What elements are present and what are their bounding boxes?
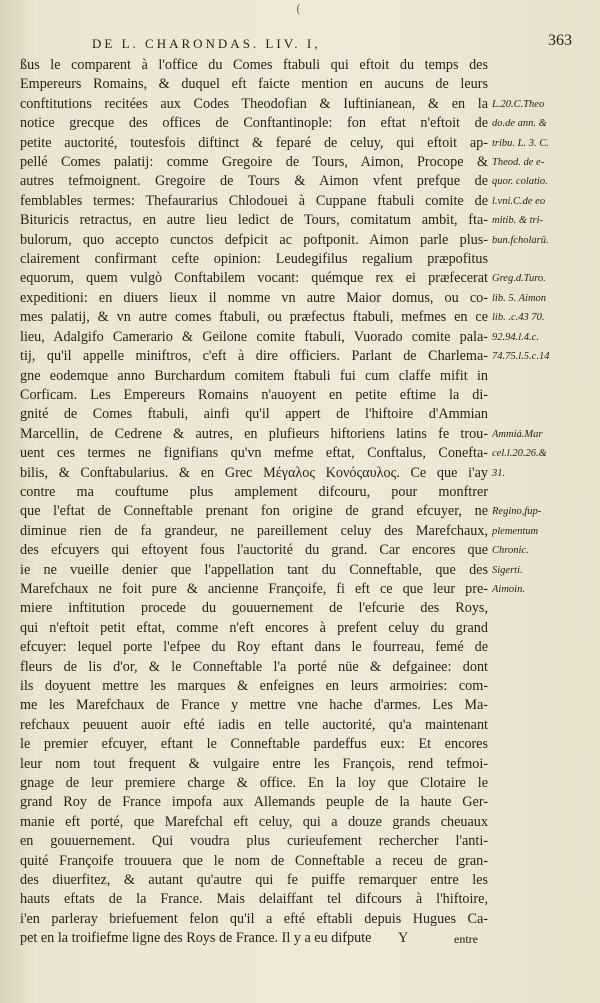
margin-note: cel.l.20.26.& [492, 448, 547, 460]
text-line: qui n'eftoit petit eftat, comme n'eft encores à prefent celuy du grand [20, 619, 488, 636]
text-line: ßus le comparent à l'office du Comes ftabuli qui eftoit du temps des [20, 57, 488, 73]
text-line: femblables termes: Thefaurarius Chlodouei à Cuppane ftabuli comite de [20, 192, 488, 209]
body-text [20, 56, 488, 949]
margin-note: lib. 5. Aimon [492, 292, 547, 304]
running-header [92, 30, 572, 54]
text-line: hauts eftats de la France. Mais delaiffant tel difcours à l'hiftoire, [20, 891, 488, 908]
margin-note: mitib. & tri- [492, 215, 544, 227]
text-line: bilis, & Conftabularius. & en Grec Μέγαλος Κονόςαυλος. Ce que i'ay [20, 464, 488, 481]
text-line: gne eodemque anno Burchardum comitem ftabuli fui cum claffe mifit in [20, 367, 488, 384]
text-line: refchaux peuuent auoir efté iadis en telle auctorité, qu'a maintenant [20, 716, 488, 733]
text-line: que l'eftat de Conneftable prenant fon origine de grand efcuyer, ne [20, 503, 488, 520]
text-line: quité Françoife trouuera que le nom de Conneftable a receu de gran- [20, 852, 488, 869]
text-line: autres tefmoignent. Gregoire de Tours & Aimon vfent prefque de [20, 173, 488, 190]
margin-note: tribu. L. 3. C. [492, 137, 549, 149]
margin-note: Theod. de e- [492, 157, 545, 169]
text-line: le premier efcuyer, eftant le Conneftable pardeffus eux: Et encores [20, 736, 488, 753]
text-line: uent ces termes ne fignifians qu'vn mefme eftat, Conftalus, Conefta- [20, 445, 488, 462]
margin-note: lib. .c.43 70. [492, 312, 545, 324]
catchword: entre [454, 932, 478, 946]
margin-note: 74.75.l.5.c.14 [492, 351, 550, 363]
margin-note: bun.fcholarü. [492, 234, 549, 246]
margin-note [492, 405, 596, 424]
margin-note: plementum [492, 525, 539, 537]
text-line: grand Roy de France impofa aux Allemands peuple de la haute Ger- [20, 794, 488, 811]
margin-note: Regino,fup- [492, 506, 542, 518]
margin-note [492, 367, 596, 386]
text-line: petite auctorité, toutesfois diftinct & feparé de celuy, qui eftoit ap- [20, 134, 488, 151]
text-line: notice grecque des offices de Conftantinople: fon eftat n'eftoit de [20, 115, 488, 132]
text-line: contre ma couftume plus amplement difcouru, pour monftrer [20, 483, 488, 500]
margin-note: quor. colatio. [492, 176, 548, 188]
signature-mark: Y [398, 930, 409, 946]
text-line: gnité de Comes ftabuli, ainfi qu'il appert de l'hiftoire d'Ammian [20, 406, 488, 423]
text-line: leur nom tout frequent & vulgaire entre les François, rend tefmoi- [20, 755, 488, 772]
text-line: efcuyer: lequel porte l'efpee du Roy eftant dans le fourreau, femé de [20, 639, 488, 656]
margin-note: Greg.d.Turo. [492, 273, 546, 285]
text-line: tij, qu'il appelle miniftros, c'eft à dire officiers. Parlant de Charlema- [20, 348, 488, 365]
margin-note [492, 386, 596, 405]
margin-note [492, 250, 596, 269]
text-line: pet en la troifiefme ligne des Roys de France. Il y a eu difpute [20, 930, 372, 947]
text-line: des diuerfitez, & autant qu'autre qui fe puiffe remarquer entre les [20, 872, 488, 889]
margin-note: Aimoin. [492, 583, 525, 595]
text-line: Marefchaux ne foit pure & ancienne Françoife, fi eft ce que leur pre- [20, 580, 488, 597]
text-line: miere inftitution procede du gouuernement de l'efcurie des Roys, [20, 600, 488, 617]
text-line: pellé Comes palatij: comme Gregoire de Tours, Aimon, Procope & [20, 154, 488, 171]
text-line: Empereurs Romains, & duquel eft faicte mention en aucuns de leurs [20, 76, 488, 93]
text-line: en gouuernement. Qui voudra plus curieufement rechercher l'anti- [20, 833, 488, 850]
text-line: Corficam. Les Empereurs Romains n'auoyent en petite eftime la di- [20, 386, 488, 403]
text-line: expeditioni: en diuers lieux il nomme vn autre Maior domus, ou co- [20, 289, 488, 306]
margin-note [492, 483, 596, 502]
text-line: mes palatij, & vn autre comes ftabuli, ou præfectus ftabuli, mefmes en ce [20, 309, 488, 326]
text-line: lieu, Adalgifo Camerario & Geilone comite ftabuli, Vuorado comite pala- [20, 328, 488, 345]
text-line: ie ne vueille denier que l'appellation tant du Conneftable, que des [20, 561, 488, 578]
text-line: fleurs de lis d'or, & le Conneftable l'a porté nüe & defgainee: dont [20, 658, 488, 675]
margin-note: 31. [492, 467, 506, 479]
text-line: Marcellin, de Cedrene & autres, en plufieurs hiftoriens latins fe trou- [20, 425, 488, 442]
text-line: gnage de leur premiere charge & office. En la loy que Clotaire le [20, 775, 488, 792]
margin-note: L.20.C.Theo [492, 98, 545, 110]
margin-note [492, 56, 596, 75]
text-line: bulorum, quo accepto cunctos defpicit ac poftponit. Aimon parle plus- [20, 231, 488, 248]
margin-note: do.de ann. & [492, 118, 547, 130]
margin-note [492, 75, 596, 94]
text-line: conftitutions recitées aux Codes Theodofian & Iuftinianean, & en la [20, 95, 488, 112]
text-line: des efcuyers qui eftoyent fous l'auctorité du grand. Car encores que [20, 542, 488, 559]
text-line: diminue rien de fa grandeur, ne pareillement celuy des Marefchaux, [20, 522, 488, 539]
top-mark: ( [296, 2, 301, 16]
margin-note: 92.94.l.4.c. [492, 331, 539, 343]
text-line: ils doyuent mettre les marques & enfeignes en leurs armoiries: com- [20, 678, 488, 694]
text-line: clairement confirmant cefte opinion: Leudegifilus regalium præpofitus [20, 251, 488, 268]
page-number: 363 [548, 32, 572, 49]
text-line: manie eft porté, que Marefchal eft celuy, qui a douze grands cheuaux [20, 813, 488, 830]
margin-notes [492, 56, 596, 599]
margin-note: Chronic. [492, 545, 529, 557]
margin-note: Ammiá.Mar [492, 428, 543, 440]
text-line: Bituricis retractus, en autre lieu ledict de Tours, comitatum ambit, fta- [20, 212, 488, 229]
margin-note: Sigerti. [492, 564, 523, 576]
margin-note: l.vni.C.de eo [492, 195, 546, 207]
text-line: me les Marefchaux de France y mettre vne hache d'armes. Les Ma- [20, 697, 488, 714]
running-title: DE L. CHARONDAS. LIV. I, [92, 36, 321, 51]
text-line: i'en parleray briefuement felon qu'il a efté eftabli depuis Hugues Ca- [20, 910, 488, 927]
text-line: equorum, quem vulgò Conftabilem vocant: quémque rex ei præfecerat [20, 270, 488, 287]
